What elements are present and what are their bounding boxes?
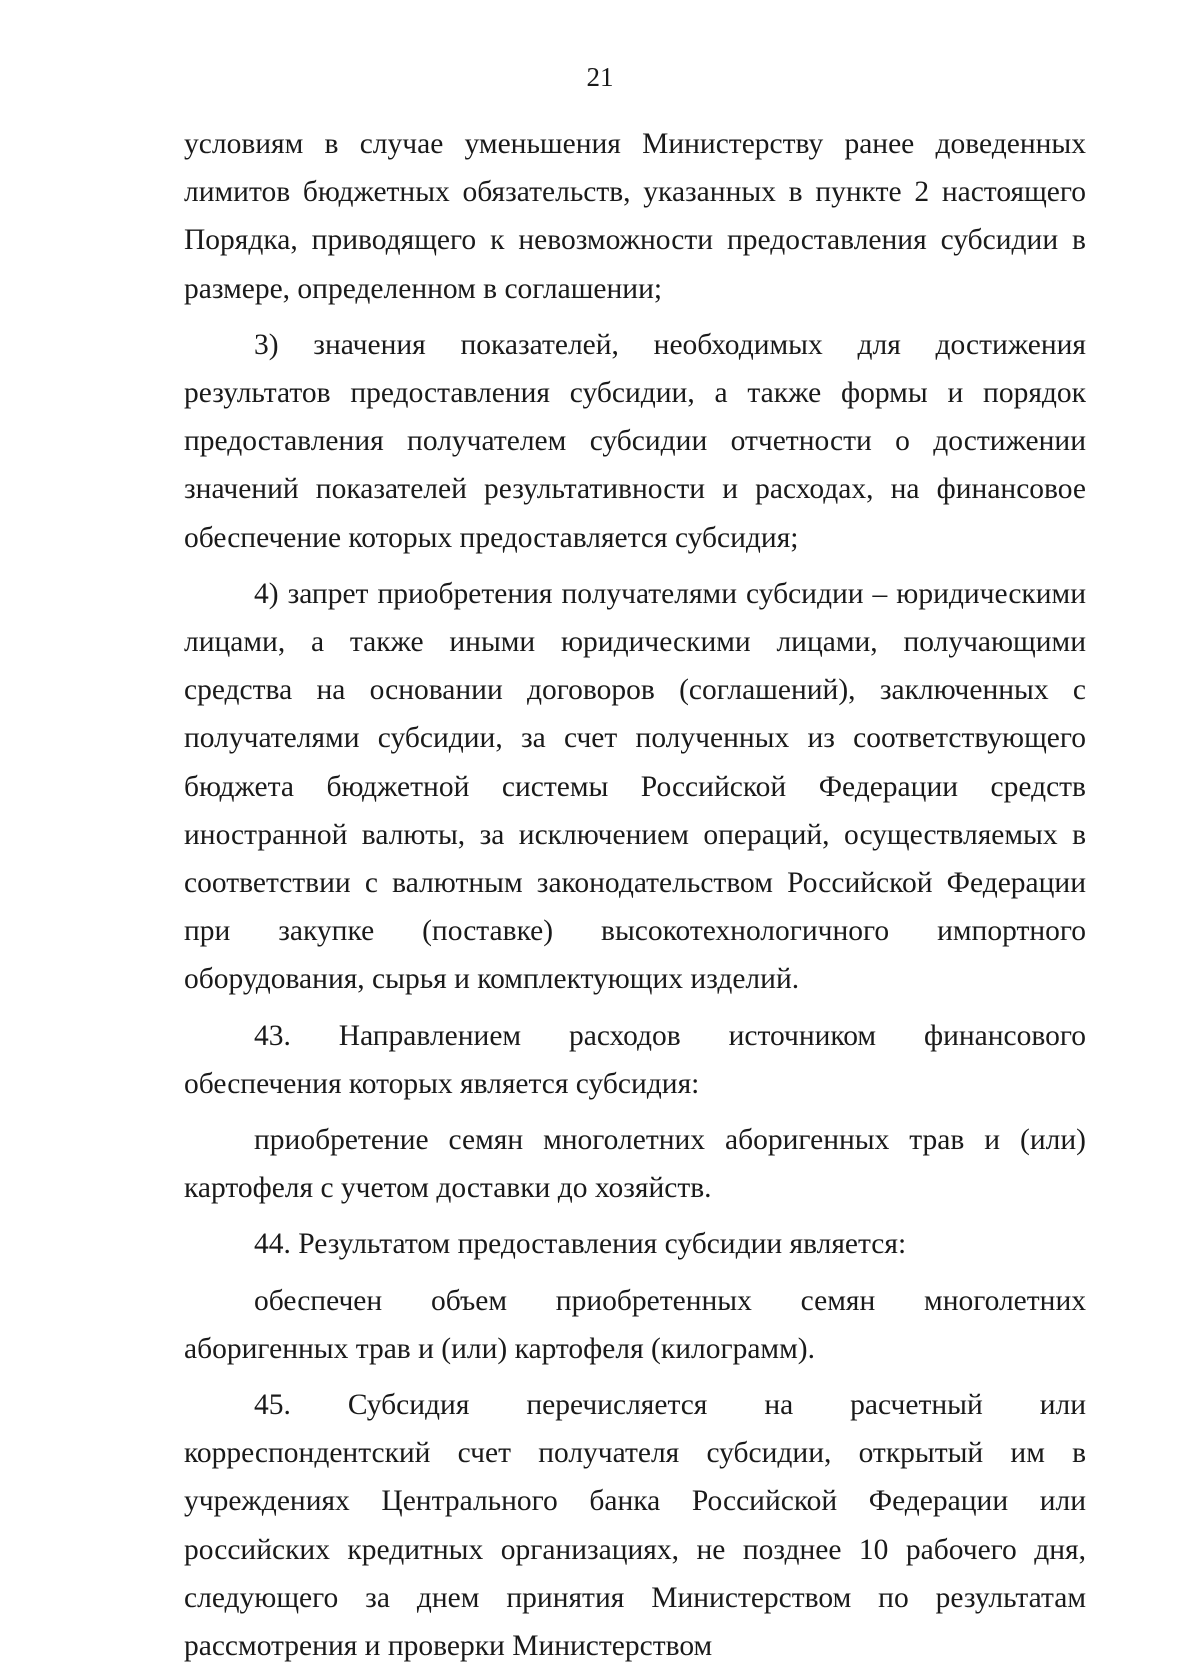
paragraph-item-3: 3) значения показателей, необходимых для достижения результатов предоставления субсидии, а также формы и порядок предоставления получателем субсидии отчетности о достижении значений показателей результативности и расходах, на финансовое обеспечение которых предоставляется субсидия; [184, 328, 1086, 554]
page-number: 21 [586, 62, 614, 92]
paragraph-clause-43-direction: приобретение семян многолетних аборигенных трав и (или) картофеля с учетом доставки до хозяйств. [184, 1124, 1086, 1205]
paragraph-clause-44-result: обеспечен объем приобретенных семян многолетних аборигенных трав и (или) картофеля (килограмм). [184, 1284, 1086, 1365]
paragraph-clause-44: 44. Результатом предоставления субсидии является: [254, 1228, 907, 1261]
paragraph-clause-43: 43. Направлением расходов источником финансового обеспечения которых является субсидия: [184, 1019, 1086, 1100]
paragraph-clause-45: 45. Субсидия перечисляется на расчетный или корреспондентский счет получателя субсидии, открытый им в учреждениях Центрального банка Российской Федерации или российских кредитных организациях, не позднее 10 рабочего дня, следующего за днем принятия Министерством по результатам рассмотрения и проверки Министерством [184, 1389, 1086, 1663]
paragraph-conditions-continued: условиям в случае уменьшения Министерству ранее доведенных лимитов бюджетных обязательств, указанных в пункте 2 настоящего Порядка, приводящего к невозможности предоставления субсидии в размере, определенном в соглашении; [184, 128, 1086, 305]
document-body [184, 120, 1086, 1670]
paragraph-item-4: 4) запрет приобретения получателями субсидии – юридическими лицами, а также иными юридическими лицами, получающими средства на основании договоров (соглашений), заключенных с получателями субсидии, за счет полученных из соответствующего бюджета бюджетной системы Российской Федерации средств иностранной валюты, за исключением операций, осуществляемых в соответствии с валютным законодательством Российской Федерации при закупке (поставке) высокотехнологичного импортного оборудования, сырья и комплектующих изделий. [184, 577, 1086, 996]
